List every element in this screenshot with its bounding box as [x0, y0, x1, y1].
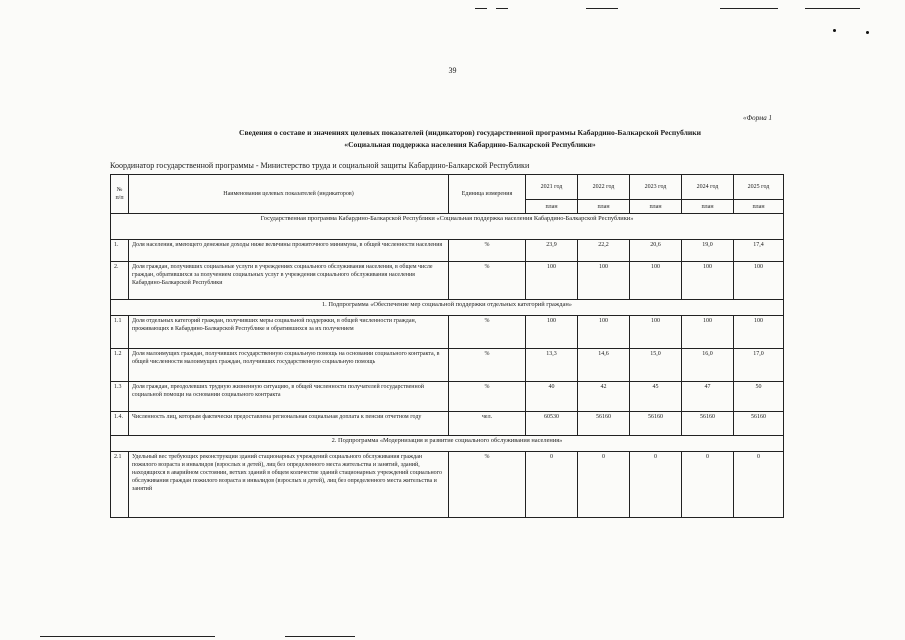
- coordinator-line: Координатор государственной программы - Министерство труда и социальной защиты Кабардино-Балкарской Республики: [110, 161, 530, 170]
- row-num: 1.4.: [111, 412, 129, 436]
- header-year: 2025 год: [734, 175, 784, 200]
- header-plan: план: [682, 200, 734, 214]
- row-value: 0: [682, 452, 734, 518]
- header-plan: план: [734, 200, 784, 214]
- row-value: 19,0: [682, 240, 734, 262]
- row-value: 100: [734, 316, 784, 349]
- row-value: 0: [630, 452, 682, 518]
- header-unit: Единица измерения: [449, 175, 526, 214]
- row-value: 15,0: [630, 349, 682, 382]
- header-year: 2023 год: [630, 175, 682, 200]
- footnote-rule: [285, 636, 355, 637]
- header-num: № п/п: [111, 175, 129, 214]
- row-value: 17,4: [734, 240, 784, 262]
- row-value: 100: [526, 262, 578, 300]
- row-value: 50: [734, 382, 784, 412]
- section-title: 2. Подпрограмма «Модернизация и развитие социального обслуживания населения»: [111, 436, 784, 452]
- row-value: 100: [682, 262, 734, 300]
- row-num: 2.1: [111, 452, 129, 518]
- header-plan: план: [578, 200, 630, 214]
- row-name: Удельный вес требующих реконструкции зданий стационарных учреждений социального обслуживания граждан пожилого возраста и инвалидов (взрослых и детей), лиц без определенного места жительства и занятий, зданий, находящихся в аварийном состоянии, ветхих зданий в общем количестве зданий стационарных учреждений социального обслуживания граждан пожилого возраста и инвалидов (взрослых и детей), лиц без определенного места жительства и занятий: [129, 452, 449, 518]
- row-value: 100: [578, 262, 630, 300]
- row-name: Доля населения, имеющего денежные доходы ниже величины прожиточного минимума, в общей численности населения: [129, 240, 449, 262]
- document-title: [110, 127, 830, 151]
- scan-artifact-line: [496, 8, 508, 9]
- header-year: 2021 год: [526, 175, 578, 200]
- row-value: 100: [526, 316, 578, 349]
- row-name: Доля малоимущих граждан, получивших государственную социальную помощь на основании социального контракта, в общей численности малоимущих граждан, получивших государственную социальную помощь: [129, 349, 449, 382]
- row-value: 42: [578, 382, 630, 412]
- header-plan: план: [526, 200, 578, 214]
- row-value: 14,6: [578, 349, 630, 382]
- row-value: 0: [526, 452, 578, 518]
- row-num: 1.3: [111, 382, 129, 412]
- row-name: Доля граждан, получивших социальные услуги в учреждениях социального обслуживания населения, в общем числе граждан, обратившихся за получением социальных услуг в учреждения социального обслуживания населения Кабардино-Балкарской Республики: [129, 262, 449, 300]
- row-value: 47: [682, 382, 734, 412]
- row-value: 56160: [578, 412, 630, 436]
- row-value: 45: [630, 382, 682, 412]
- scan-artifact-dot: [866, 31, 869, 34]
- header-year: 2022 год: [578, 175, 630, 200]
- row-unit: %: [449, 316, 526, 349]
- title-line-2: «Социальная поддержка населения Кабардино-Балкарской Республики»: [344, 140, 596, 149]
- row-value: 100: [630, 262, 682, 300]
- row-name: Доля граждан, преодолевших трудную жизненную ситуацию, в общей численности получателей государственной социальной помощи на основании социального контракта: [129, 382, 449, 412]
- row-value: 60530: [526, 412, 578, 436]
- row-num: 2.: [111, 262, 129, 300]
- row-value: 56160: [682, 412, 734, 436]
- row-name: Доля отдельных категорий граждан, получивших меры социальной поддержки, в общей численности граждан, проживающих в Кабардино-Балкарской Республике и обратившихся за их получением: [129, 316, 449, 349]
- scan-artifact-line: [805, 8, 860, 9]
- row-num: 1.1: [111, 316, 129, 349]
- row-value: 100: [682, 316, 734, 349]
- row-value: 0: [734, 452, 784, 518]
- row-value: 20,6: [630, 240, 682, 262]
- row-value: 40: [526, 382, 578, 412]
- header-plan: план: [630, 200, 682, 214]
- row-num: 1.2: [111, 349, 129, 382]
- page-number: 39: [448, 66, 457, 75]
- row-value: 100: [734, 262, 784, 300]
- row-value: 100: [630, 316, 682, 349]
- form-label: «Форма 1: [743, 114, 772, 122]
- row-value: 100: [578, 316, 630, 349]
- row-value: 22,2: [578, 240, 630, 262]
- row-num: 1.: [111, 240, 129, 262]
- row-unit: %: [449, 382, 526, 412]
- header-name: Наименования целевых показателей (индикаторов): [129, 175, 449, 214]
- row-name: Численность лиц, которым фактически предоставлена региональная социальная доплата к пенсии отчетном году: [129, 412, 449, 436]
- row-value: 13,3: [526, 349, 578, 382]
- row-value: 23,9: [526, 240, 578, 262]
- row-value: 56160: [734, 412, 784, 436]
- indicators-table: [110, 174, 784, 518]
- row-value: 56160: [630, 412, 682, 436]
- section-title: 1. Подпрограмма «Обеспечение мер социальной поддержки отдельных категорий граждан»: [111, 300, 784, 316]
- row-value: 16,0: [682, 349, 734, 382]
- row-unit: %: [449, 240, 526, 262]
- section-title: Государственная программа Кабардино-Балкарской Республики «Социальная поддержка населения Кабардино-Балкарской Республики»: [111, 214, 784, 240]
- row-value: 0: [578, 452, 630, 518]
- header-year: 2024 год: [682, 175, 734, 200]
- row-unit: чел.: [449, 412, 526, 436]
- footnote-rule: [40, 636, 215, 637]
- row-unit: %: [449, 262, 526, 300]
- row-unit: %: [449, 349, 526, 382]
- row-value: 17,0: [734, 349, 784, 382]
- row-unit: %: [449, 452, 526, 518]
- scan-artifact-line: [475, 8, 487, 9]
- scan-artifact-dot: [833, 29, 836, 32]
- scan-artifact-line: [720, 8, 778, 9]
- title-line-1: Сведения о составе и значениях целевых показателей (индикаторов) государственной программы Кабардино-Балкарской Республики: [239, 128, 701, 137]
- scan-artifact-line: [586, 8, 618, 9]
